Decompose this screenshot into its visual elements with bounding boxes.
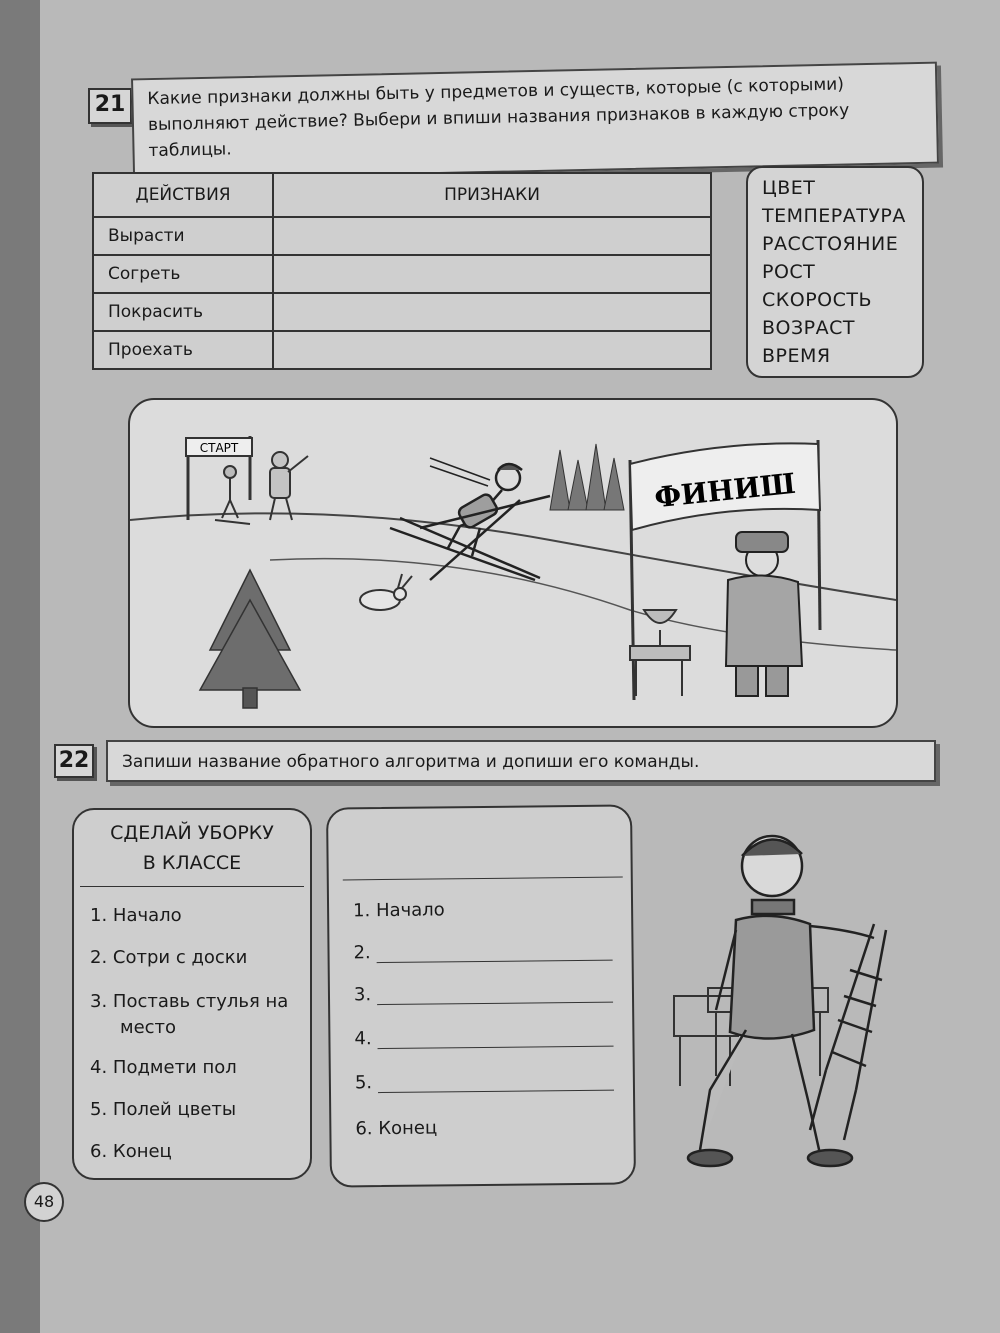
list-item xyxy=(90,989,310,1057)
word-item: РАССТОЯНИЕ xyxy=(762,233,899,255)
word-item: СКОРОСТЬ xyxy=(762,289,873,311)
task-21-number: 21 xyxy=(88,88,132,124)
list-item xyxy=(354,981,632,1028)
answer-blank-line[interactable] xyxy=(378,1072,614,1093)
step-number: 6. xyxy=(355,1118,373,1140)
step-text: Сотри с доски xyxy=(112,947,248,968)
list-item xyxy=(90,947,310,989)
boy-figure xyxy=(688,836,874,1166)
rabbit-figure xyxy=(360,574,412,610)
step-number: 3. xyxy=(353,984,372,1006)
list-item xyxy=(90,1057,310,1099)
attribute-word-bank xyxy=(746,166,924,378)
step-text: Начало xyxy=(375,899,445,922)
answer-steps-list xyxy=(329,877,634,1160)
carried-chair xyxy=(810,924,886,1140)
table-header-row xyxy=(93,173,711,217)
list-item xyxy=(353,897,631,942)
step-number: 5. xyxy=(354,1072,373,1094)
attribute-answer-cell[interactable] xyxy=(273,331,711,369)
given-algorithm-box xyxy=(72,808,312,1180)
header-attributes: ПРИЗНАКИ xyxy=(273,173,711,217)
list-item xyxy=(355,1115,633,1160)
attribute-answer-cell[interactable] xyxy=(273,255,711,293)
given-algorithm-title xyxy=(74,810,310,878)
list-item xyxy=(90,905,310,947)
action-cell: Проехать xyxy=(93,331,273,369)
action-cell: Покрасить xyxy=(93,293,273,331)
list-item xyxy=(353,939,631,984)
page-shadow xyxy=(0,0,40,1333)
step-number: 4. xyxy=(90,1057,108,1078)
step-text: Конец xyxy=(378,1117,438,1140)
given-title-line2: В КЛАССЕ xyxy=(142,852,242,874)
list-item xyxy=(90,1141,310,1183)
step-text: Полей цветы xyxy=(112,1099,237,1120)
start-skier-figure xyxy=(215,466,250,524)
answer-blank-line[interactable] xyxy=(377,942,613,963)
step-number: 4. xyxy=(354,1028,372,1050)
main-skier-figure xyxy=(390,458,550,580)
action-cell: Согреть xyxy=(93,255,273,293)
step-text: Поставь стулья на место xyxy=(112,991,289,1038)
start-banner xyxy=(186,436,252,520)
table-row xyxy=(93,293,711,331)
step-text: Подмети пол xyxy=(112,1057,237,1078)
table-row xyxy=(93,255,711,293)
word-item: ВОЗРАСТ xyxy=(762,317,855,339)
attribute-answer-cell[interactable] xyxy=(273,293,711,331)
step-number: 2. xyxy=(90,947,108,968)
step-number: 1. xyxy=(90,905,108,926)
answer-blank-line[interactable] xyxy=(378,1028,614,1049)
attributes-table xyxy=(92,172,712,370)
step-text: Конец xyxy=(112,1141,172,1162)
word-item: ТЕМПЕРАТУРА xyxy=(762,205,906,227)
word-item: РОСТ xyxy=(762,261,816,283)
step-number: 2. xyxy=(353,942,371,964)
fir-tree xyxy=(200,570,300,708)
answer-blank-line[interactable] xyxy=(377,984,613,1005)
given-title-line1: СДЕЛАЙ УБОРКУ xyxy=(110,822,274,844)
list-item xyxy=(90,1099,310,1141)
finish-sign-text: ФИНИШ xyxy=(652,466,798,515)
list-item xyxy=(354,1025,632,1072)
starter-figure xyxy=(270,452,308,520)
header-actions: ДЕЙСТВИЯ xyxy=(93,173,273,217)
word-item: ЦВЕТ xyxy=(762,177,816,199)
attribute-answer-cell[interactable] xyxy=(273,217,711,255)
step-number: 6. xyxy=(90,1141,108,1162)
list-item xyxy=(355,1069,633,1118)
step-number: 5. xyxy=(90,1099,108,1120)
start-sign-text: СТАРТ xyxy=(199,441,239,455)
table-row xyxy=(93,331,711,369)
step-text: Начало xyxy=(112,905,182,926)
table-row xyxy=(93,217,711,255)
boy-carrying-chair-illustration xyxy=(660,820,930,1190)
ski-race-drawing xyxy=(130,400,896,726)
step-number: 3. xyxy=(90,991,108,1012)
task-21-prompt: Какие признаки должны быть у предметов и существ, которые (с которыми) выполняют действие? Выбери и впиши названия признаков в каждую строку таблицы. xyxy=(131,62,939,181)
task-22-number: 22 xyxy=(54,744,94,778)
word-item: ВРЕМЯ xyxy=(762,345,831,367)
task-22-prompt: Запиши название обратного алгоритма и допиши его команды. xyxy=(106,740,936,782)
judge-figure xyxy=(726,532,802,696)
answer-algorithm-box xyxy=(326,804,636,1187)
answer-title-area[interactable] xyxy=(328,806,631,879)
ski-race-illustration xyxy=(128,398,898,728)
distant-trees xyxy=(550,444,624,510)
step-number: 1. xyxy=(352,900,371,922)
page-number: 48 xyxy=(24,1182,64,1222)
action-cell: Вырасти xyxy=(93,217,273,255)
given-steps-list xyxy=(74,887,310,1183)
